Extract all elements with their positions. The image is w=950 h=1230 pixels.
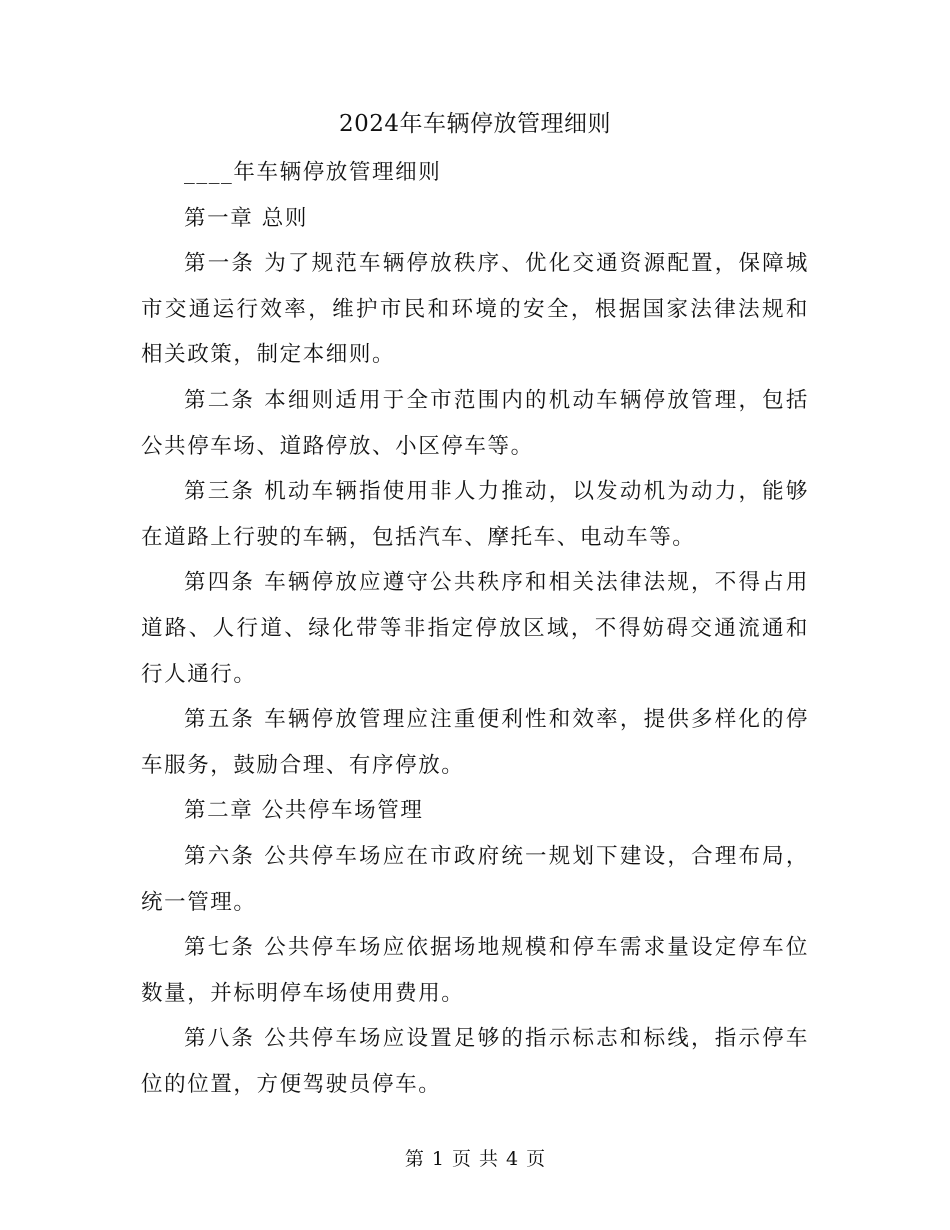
paragraph: 第二条 本细则适用于全市范围内的机动车辆停放管理，包括公共停车场、道路停放、小区停车等。 xyxy=(141,387,809,459)
paragraph: 第三条 机动车辆指使用非人力推动，以发动机为动力，能够在道路上行驶的车辆，包括汽车、摩托车、电动车等。 xyxy=(141,479,809,550)
paragraph: 第八条 公共停车场应设置足够的指示标志和标线，指示停车位的位置，方便驾驶员停车。 xyxy=(141,1026,809,1097)
paragraph: 第四条 车辆停放应遵守公共秩序和相关法律法规，不得占用道路、人行道、绿化带等非指定停放区域，不得妨碍交通流通和行人通行。 xyxy=(141,570,809,687)
document-title: 2024年车辆停放管理细则 xyxy=(338,111,612,137)
chapter-heading: 第二章 公共停车场管理 xyxy=(184,798,424,824)
paragraph: 第一条 为了规范车辆停放秩序、优化交通资源配置，保障城市交通运行效率，维护市民和环境的安全，根据国家法律法规和相关政策，制定本细则。 xyxy=(141,251,809,368)
paragraph: 第七条 公共停车场应依据场地规模和停车需求量设定停车位数量，并标明停车场使用费用。 xyxy=(141,935,809,1006)
paragraph: 第五条 车辆停放管理应注重便利性和效率，提供多样化的停车服务，鼓励合理、有序停放。 xyxy=(141,707,809,778)
paragraph: 第六条 公共停车场应在市政府统一规划下建设，合理布局，统一管理。 xyxy=(141,843,809,915)
paragraph: ____年车辆停放管理细则 xyxy=(184,160,442,185)
document-body xyxy=(141,150,809,1107)
chapter-heading: 第一章 总则 xyxy=(184,205,308,231)
page-footer: 第 1 页 共 4 页 xyxy=(404,1148,546,1170)
